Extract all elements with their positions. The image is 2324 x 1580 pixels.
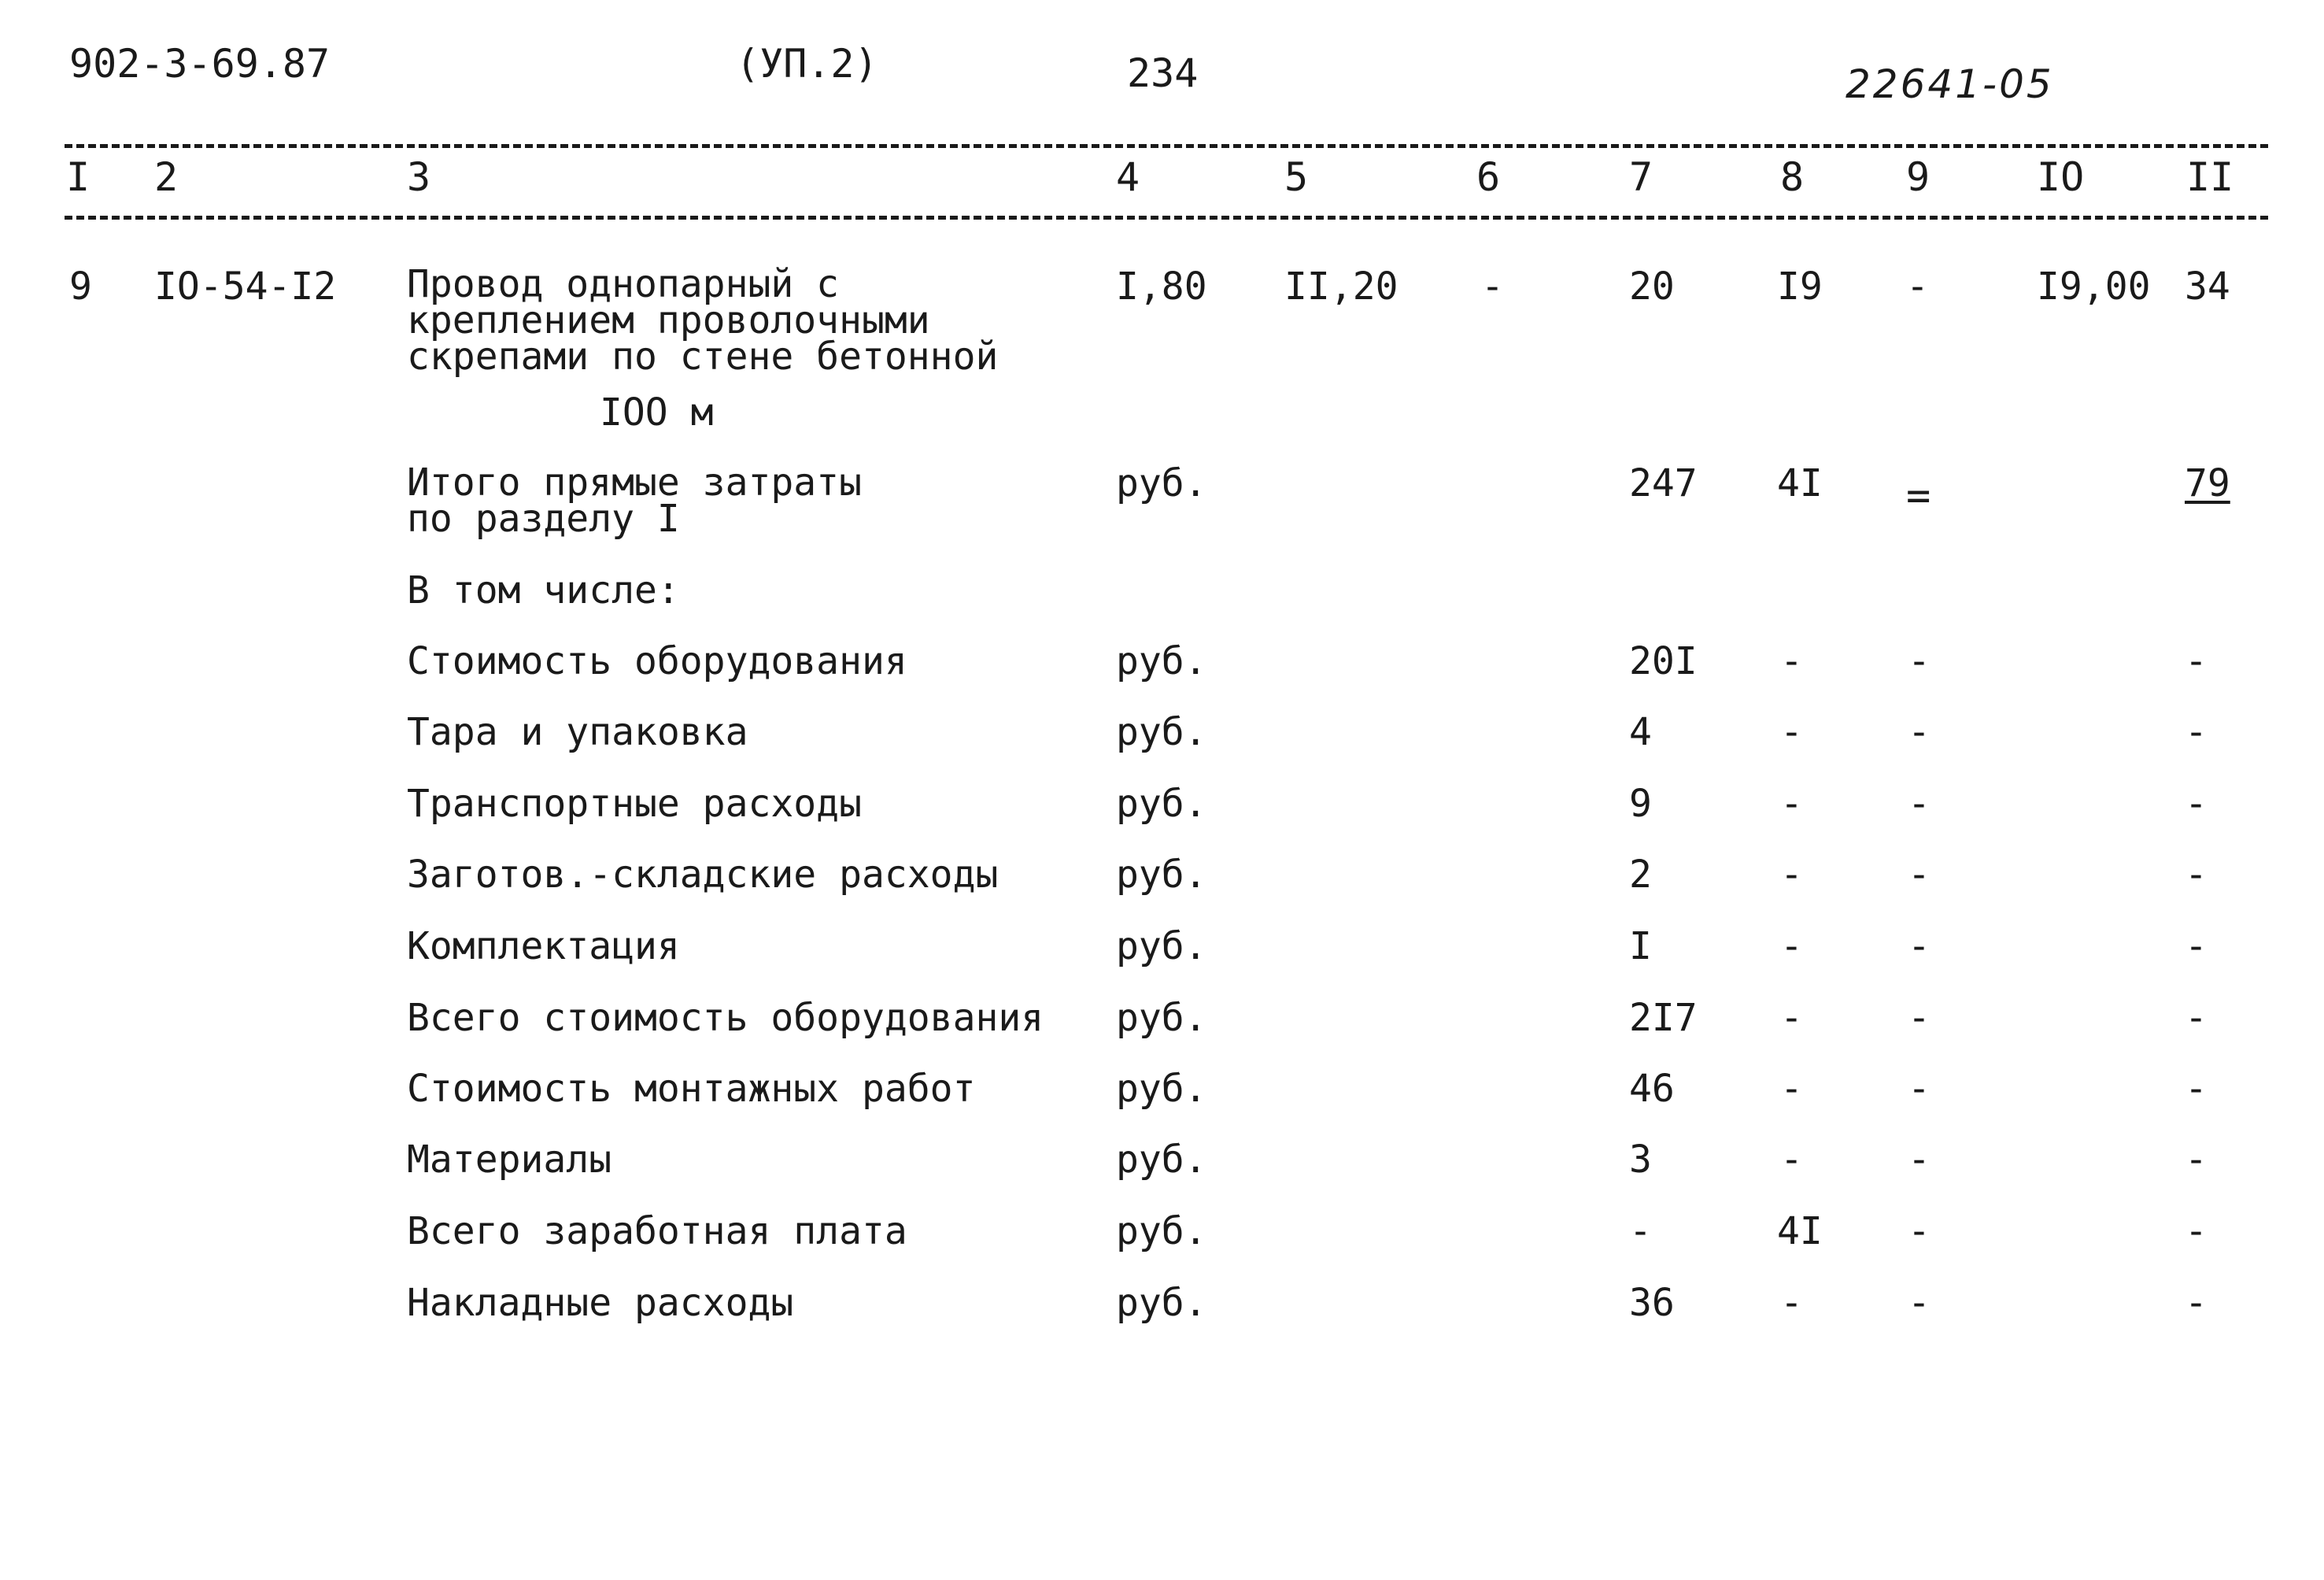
row-col-11: - xyxy=(2185,1067,2208,1111)
row-unit: руб. xyxy=(1116,1067,1207,1111)
page-number: 234 xyxy=(1127,50,1199,96)
row-col-7: 46 xyxy=(1629,1067,1675,1111)
row-col-9: - xyxy=(1908,996,1931,1040)
row-col-7: 2I7 xyxy=(1629,996,1698,1040)
row-col-11: - xyxy=(2185,1209,2208,1253)
row-col-7: - xyxy=(1629,1209,1652,1253)
total-col-8: 4I xyxy=(1777,461,1823,505)
row-col-9: - xyxy=(1908,853,1931,897)
item-col-7: 20 xyxy=(1629,265,1675,309)
column-header-4: 4 xyxy=(1116,154,1140,200)
row-col-7: 36 xyxy=(1629,1281,1675,1325)
column-header-8: 8 xyxy=(1780,154,1805,200)
row-col-8: - xyxy=(1780,853,1803,897)
column-header-2: 2 xyxy=(154,154,179,200)
item-col-6: - xyxy=(1481,265,1504,309)
row-col-11: - xyxy=(2185,639,2208,683)
column-header-3: 3 xyxy=(407,154,431,200)
row-col-7: 3 xyxy=(1629,1138,1652,1182)
row-col-11: - xyxy=(2185,853,2208,897)
row-col-9: - xyxy=(1908,924,1931,968)
row-name: Стоимость оборудования xyxy=(407,639,907,683)
row-col-11: - xyxy=(2185,1281,2208,1325)
row-col-11: - xyxy=(2185,710,2208,754)
album-reference: (УП.2) xyxy=(736,41,878,87)
row-unit: руб. xyxy=(1116,924,1207,968)
total-col-11: 79 xyxy=(2185,461,2230,505)
row-col-8: - xyxy=(1780,639,1803,683)
row-col-9: - xyxy=(1908,1067,1931,1111)
row-col-9: - xyxy=(1908,1138,1931,1182)
row-col-11: - xyxy=(2185,782,2208,826)
row-col-7: 20I xyxy=(1629,639,1698,683)
column-header-1: I xyxy=(66,154,91,200)
row-name: Стоимость монтажных работ xyxy=(407,1067,976,1111)
row-unit: руб. xyxy=(1116,1281,1207,1325)
item-col-5: II,20 xyxy=(1284,265,1398,309)
row-col-9: - xyxy=(1908,782,1931,826)
document-code: 902-3-69.87 xyxy=(69,41,331,87)
row-col-7: 4 xyxy=(1629,710,1652,754)
row-unit: руб. xyxy=(1116,996,1207,1040)
row-name: Комплектация xyxy=(407,924,680,968)
row-col-8: - xyxy=(1780,996,1803,1040)
item-col-10: I9,00 xyxy=(2037,265,2151,309)
row-unit: руб. xyxy=(1116,853,1207,897)
row-col-8: - xyxy=(1780,924,1803,968)
row-col-11: - xyxy=(2185,1138,2208,1182)
row-col-7: 9 xyxy=(1629,782,1652,826)
row-col-8: - xyxy=(1780,1138,1803,1182)
item-description-line-3: скрепами по стене бетонной xyxy=(407,335,999,379)
item-col-9: - xyxy=(1906,265,1929,309)
column-header-9: 9 xyxy=(1906,154,1931,200)
row-name: Тара и упаковка xyxy=(407,710,748,754)
row-col-7: 2 xyxy=(1629,853,1652,897)
item-number: 9 xyxy=(69,265,92,309)
row-unit: руб. xyxy=(1116,710,1207,754)
row-col-11: - xyxy=(2185,924,2208,968)
row-name: Накладные расходы xyxy=(407,1281,794,1325)
row-col-11: - xyxy=(2185,996,2208,1040)
header-top-rule xyxy=(65,144,2268,148)
row-col-8: - xyxy=(1780,710,1803,754)
total-unit: руб. xyxy=(1116,461,1207,505)
row-name: Транспортные расходы xyxy=(407,782,862,826)
row-col-9: - xyxy=(1908,639,1931,683)
total-label-line-1: Итого прямые затраты xyxy=(407,461,862,505)
item-description-line-2: креплением проволочными xyxy=(407,298,930,342)
column-header-11: II xyxy=(2186,154,2234,200)
item-col-8: I9 xyxy=(1777,265,1823,309)
row-name: Заготов.-складские расходы xyxy=(407,853,999,897)
row-col-7: I xyxy=(1629,924,1652,968)
item-col-4: I,80 xyxy=(1116,265,1207,309)
column-header-10: IO xyxy=(2037,154,2085,200)
row-unit: руб. xyxy=(1116,1209,1207,1253)
column-header-6: 6 xyxy=(1476,154,1501,200)
total-label-line-2: по разделу I xyxy=(407,497,680,541)
row-col-8: - xyxy=(1780,1281,1803,1325)
row-col-9: - xyxy=(1908,710,1931,754)
item-code: IO-54-I2 xyxy=(154,265,337,309)
item-unit: IOO м xyxy=(600,390,714,435)
item-col-11: 34 xyxy=(2185,265,2230,309)
handwritten-number: 22641-05 xyxy=(1846,61,2054,107)
row-col-9: - xyxy=(1908,1209,1931,1253)
row-col-8: - xyxy=(1780,1067,1803,1111)
row-col-8: 4I xyxy=(1777,1209,1823,1253)
including-label: В том числе: xyxy=(407,568,680,612)
row-name: Материалы xyxy=(407,1138,612,1182)
total-col-7: 247 xyxy=(1629,461,1698,505)
column-header-5: 5 xyxy=(1284,154,1309,200)
total-col-9: = xyxy=(1906,472,1931,520)
row-unit: руб. xyxy=(1116,782,1207,826)
row-name: Всего стоимость оборудования xyxy=(407,996,1044,1040)
column-header-7: 7 xyxy=(1629,154,1653,200)
row-col-9: - xyxy=(1908,1281,1931,1325)
row-unit: руб. xyxy=(1116,639,1207,683)
row-unit: руб. xyxy=(1116,1138,1207,1182)
header-bottom-rule xyxy=(65,216,2268,220)
item-description-line-1: Провод однопарный с xyxy=(407,262,840,306)
row-name: Всего заработная плата xyxy=(407,1209,907,1253)
row-col-8: - xyxy=(1780,782,1803,826)
